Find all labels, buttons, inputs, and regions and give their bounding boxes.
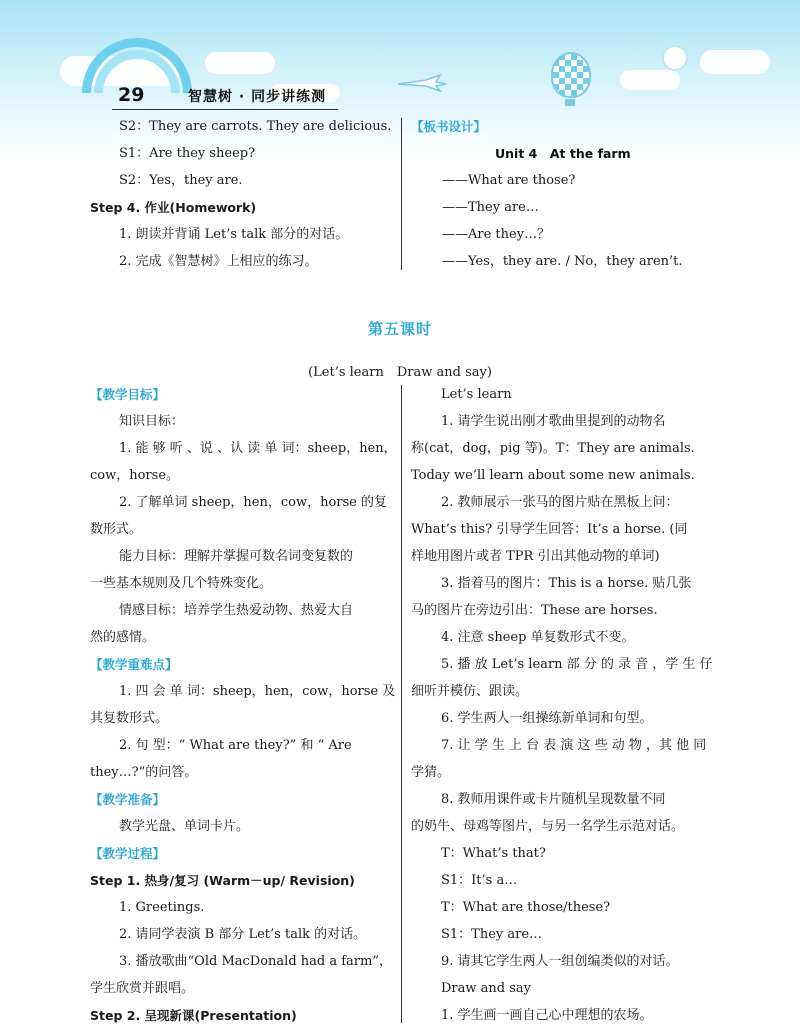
book-title: 智慧树 · 同步讲练测 [188,89,327,105]
text-line: 学猜。 [411,765,451,780]
text-line: 2. 教师展示一张马的图片贴在黑板上问： [441,495,679,510]
dialogue-line: S2：Yes，they are. [119,173,243,188]
text-line: Today we’ll learn about some new animals. [411,468,695,483]
dialogue-line: S1：It’s a… [441,873,518,888]
text-line: 4. 注意 sheep 单复数形式不变。 [441,630,635,645]
text-line: 2. 句 型：“ What are they?” 和 “ Are [119,738,352,753]
column-divider-main [401,385,402,1023]
text-line: What’s this? 引导学生回答：It’s a horse. (同 [411,522,688,537]
text-line: 6. 学生两人一组操练新单词和句型。 [441,711,653,726]
lesson-title: 第五课时 [367,320,432,338]
text-line: they…?”的问答。 [90,765,198,780]
cloud-decoration [205,52,275,74]
text-line: 细听并模仿、跟读。 [411,684,529,699]
step-heading: Step 4. 作业(Homework) [90,200,257,215]
hot-air-balloon-icon [551,52,591,98]
text-line: 教学光盘、单词卡片。 [119,819,250,834]
lesson-subtitle: (Let’s learn Draw and say) [308,365,492,380]
balloon-basket-icon [565,99,575,106]
board-line: ——They are… [442,200,539,215]
cloud-decoration [620,70,680,90]
text-line: 1. Greetings. [119,900,205,915]
text-line: 样地用图片或者 TPR 引出其他动物的单词) [411,549,660,564]
cloud-decoration [700,50,770,74]
text-line: 2. 了解单词 sheep，hen，cow，horse 的复 [119,495,388,510]
step-heading: Step 1. 热身/复习 (Warm－up/ Revision) [90,873,355,888]
dialogue-line: T：What’s that? [441,846,546,861]
step-heading: Step 2. 呈现新课(Presentation) [90,1008,297,1023]
board-unit-title: Unit 4 At the farm [495,146,631,161]
text-line: 然的感情。 [90,630,156,645]
airplane-icon [396,74,448,92]
homework-item: 1. 朗读并背诵 Let’s talk 部分的对话。 [119,227,349,242]
section-heading: 【教学准备】 [90,792,166,807]
column-divider-top [401,118,402,270]
section-heading: 【教学目标】 [90,387,166,402]
homework-item: 2. 完成《智慧树》上相应的练习。 [119,254,318,269]
text-line: cow，horse。 [90,468,180,483]
text-line: 情感目标：培养学生热爱动物、热爱大自 [119,603,354,618]
board-line: ——What are those? [442,173,576,188]
text-line: Draw and say [441,981,531,996]
text-line: 1. 四 会 单 词：sheep，hen，cow，horse 及 [119,684,396,699]
text-line: 3. 播放歌曲“Old MacDonald had a farm”， [119,954,392,969]
text-line: 2. 请同学表演 B 部分 Let’s talk 的对话。 [119,927,367,942]
header-underline [112,109,338,110]
text-line: 称(cat，dog，pig 等)。T：They are animals. [411,441,695,456]
dialogue-line: S2：They are carrots. They are delicious. [119,119,392,134]
text-line: 3. 指着马的图片：This is a horse. 贴几张 [441,576,692,591]
text-line: 的奶牛、母鸡等图片，与另一名学生示范对话。 [411,819,685,834]
text-line: Let’s learn [441,387,512,402]
dialogue-line: T：What are those/these? [441,900,611,915]
text-line: 其复数形式。 [90,711,169,726]
dialogue-line: S1：They are… [441,927,543,942]
text-line: 1. 学生画一画自己心中理想的农场。 [441,1008,653,1023]
text-line: 一些基本规则及几个特殊变化。 [90,576,273,591]
board-line: ——Yes，they are. / No，they aren’t. [442,254,683,269]
dialogue-line: S1：Are they sheep? [119,146,256,161]
board-design-heading: 【板书设计】 [411,119,487,134]
text-line: 马的图片在旁边引出：These are horses. [411,603,658,618]
text-line: 5. 播 放 Let’s learn 部 分 的 录 音 ，学 生 仔 [441,657,713,672]
section-heading: 【教学过程】 [90,846,166,861]
text-line: 7. 让 学 生 上 台 表 演 这 些 动 物 ，其 他 同 [441,738,707,753]
text-line: 数形式。 [90,522,143,537]
page-number: 29 [118,84,145,106]
text-line: 知识目标： [119,414,185,429]
text-line: 能力目标：理解并掌握可数名词变复数的 [119,549,354,564]
sun-icon [662,45,688,71]
text-line: 9. 请其它学生两人一组创编类似的对话。 [441,954,679,969]
text-line: 1. 能 够 听 、说 、认 读 单 词：sheep，hen， [119,441,397,456]
text-line: 8. 教师用课件或卡片随机呈现数量不同 [441,792,666,807]
text-line: 1. 请学生说出刚才歌曲里提到的动物名 [441,414,666,429]
text-line: 学生欣赏并跟唱。 [90,981,195,996]
board-line: ——Are they…？ [442,227,551,242]
section-heading: 【教学重难点】 [90,657,178,672]
